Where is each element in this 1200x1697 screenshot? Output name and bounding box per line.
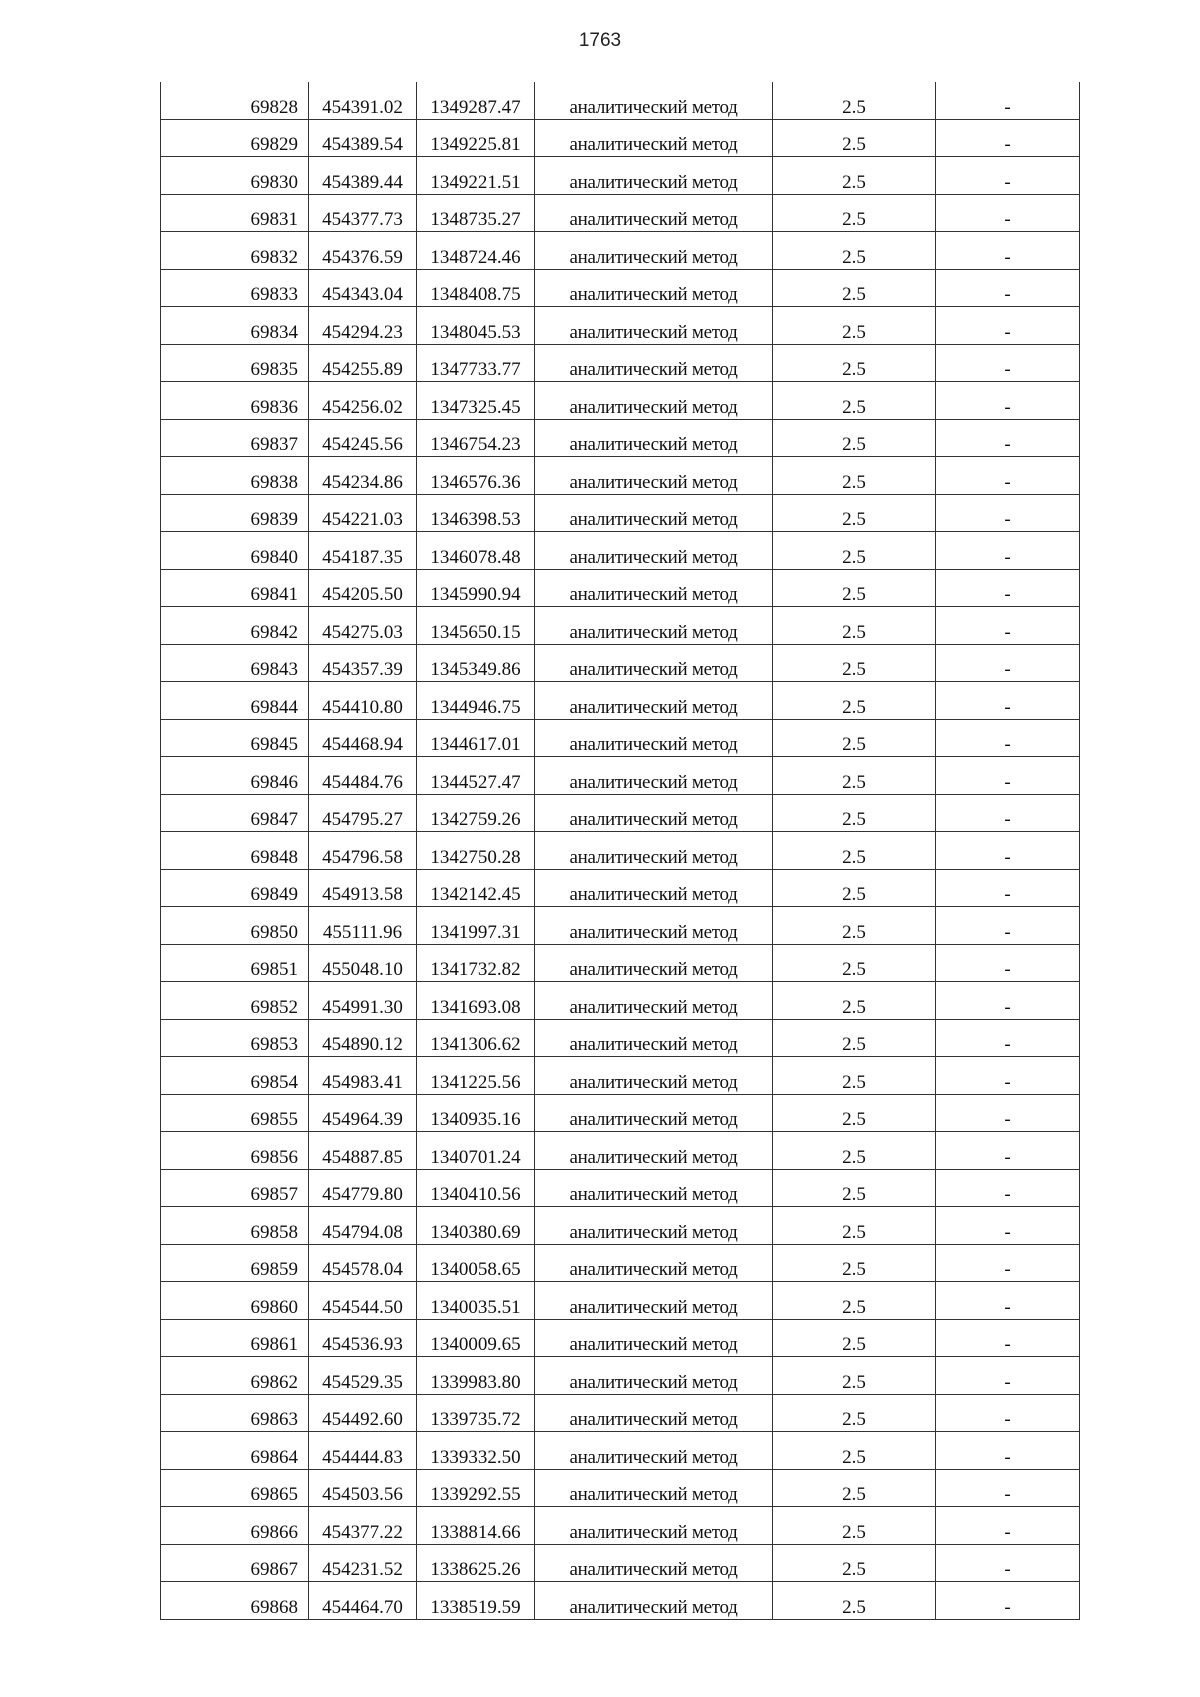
method-cell: аналитический метод <box>535 457 773 495</box>
x-coordinate-cell: 454255.89 <box>309 344 417 382</box>
point-number-cell: 69835 <box>161 344 309 382</box>
accuracy-cell: 2.5 <box>773 1169 936 1207</box>
x-coordinate-cell: 454991.30 <box>309 982 417 1020</box>
method-cell: аналитический метод <box>535 869 773 907</box>
accuracy-cell: 2.5 <box>773 1207 936 1245</box>
point-number-cell: 69854 <box>161 1057 309 1095</box>
table-row <box>161 569 1080 607</box>
point-number-cell: 69853 <box>161 1019 309 1057</box>
method-cell: аналитический метод <box>535 982 773 1020</box>
note-cell: - <box>936 1469 1080 1507</box>
accuracy-cell: 2.5 <box>773 1094 936 1132</box>
y-coordinate-cell: 1340701.24 <box>417 1132 535 1170</box>
point-number-cell: 69849 <box>161 869 309 907</box>
table-row <box>161 1019 1080 1057</box>
coordinates-table <box>160 82 1080 1620</box>
note-cell: - <box>936 1169 1080 1207</box>
method-cell: аналитический метод <box>535 719 773 757</box>
y-coordinate-cell: 1346576.36 <box>417 457 535 495</box>
point-number-cell: 69839 <box>161 494 309 532</box>
method-cell: аналитический метод <box>535 1244 773 1282</box>
table-row <box>161 1057 1080 1095</box>
accuracy-cell: 2.5 <box>773 944 936 982</box>
method-cell: аналитический метод <box>535 1582 773 1620</box>
table-row <box>161 1544 1080 1582</box>
y-coordinate-cell: 1349287.47 <box>417 82 535 119</box>
y-coordinate-cell: 1341693.08 <box>417 982 535 1020</box>
note-cell: - <box>936 1132 1080 1170</box>
x-coordinate-cell: 454796.58 <box>309 832 417 870</box>
x-coordinate-cell: 454484.76 <box>309 757 417 795</box>
note-cell: - <box>936 757 1080 795</box>
method-cell: аналитический метод <box>535 307 773 345</box>
x-coordinate-cell: 454964.39 <box>309 1094 417 1132</box>
accuracy-cell: 2.5 <box>773 1394 936 1432</box>
table-row <box>161 194 1080 232</box>
method-cell: аналитический метод <box>535 82 773 119</box>
x-coordinate-cell: 454795.27 <box>309 794 417 832</box>
point-number-cell: 69831 <box>161 194 309 232</box>
method-cell: аналитический метод <box>535 419 773 457</box>
accuracy-cell: 2.5 <box>773 419 936 457</box>
x-coordinate-cell: 454779.80 <box>309 1169 417 1207</box>
accuracy-cell: 2.5 <box>773 1544 936 1582</box>
method-cell: аналитический метод <box>535 607 773 645</box>
table-row <box>161 1582 1080 1620</box>
accuracy-cell: 2.5 <box>773 757 936 795</box>
y-coordinate-cell: 1348724.46 <box>417 232 535 270</box>
accuracy-cell: 2.5 <box>773 494 936 532</box>
method-cell: аналитический метод <box>535 1432 773 1470</box>
y-coordinate-cell: 1344617.01 <box>417 719 535 757</box>
note-cell: - <box>936 1507 1080 1545</box>
table-row <box>161 307 1080 345</box>
y-coordinate-cell: 1349225.81 <box>417 119 535 157</box>
method-cell: аналитический метод <box>535 344 773 382</box>
table-row <box>161 607 1080 645</box>
note-cell: - <box>936 1244 1080 1282</box>
method-cell: аналитический метод <box>535 119 773 157</box>
x-coordinate-cell: 454444.83 <box>309 1432 417 1470</box>
table-row <box>161 944 1080 982</box>
accuracy-cell: 2.5 <box>773 607 936 645</box>
point-number-cell: 69838 <box>161 457 309 495</box>
note-cell: - <box>936 682 1080 720</box>
note-cell: - <box>936 1357 1080 1395</box>
method-cell: аналитический метод <box>535 1169 773 1207</box>
method-cell: аналитический метод <box>535 382 773 420</box>
method-cell: аналитический метод <box>535 494 773 532</box>
accuracy-cell: 2.5 <box>773 1357 936 1395</box>
note-cell: - <box>936 607 1080 645</box>
note-cell: - <box>936 982 1080 1020</box>
note-cell: - <box>936 194 1080 232</box>
y-coordinate-cell: 1340935.16 <box>417 1094 535 1132</box>
note-cell: - <box>936 944 1080 982</box>
x-coordinate-cell: 454377.73 <box>309 194 417 232</box>
y-coordinate-cell: 1346398.53 <box>417 494 535 532</box>
accuracy-cell: 2.5 <box>773 1582 936 1620</box>
page-number: 1763 <box>578 30 622 51</box>
note-cell: - <box>936 307 1080 345</box>
accuracy-cell: 2.5 <box>773 832 936 870</box>
table-row <box>161 869 1080 907</box>
table-row <box>161 1507 1080 1545</box>
table-body <box>161 82 1080 1619</box>
accuracy-cell: 2.5 <box>773 1282 936 1320</box>
method-cell: аналитический метод <box>535 1394 773 1432</box>
point-number-cell: 69851 <box>161 944 309 982</box>
x-coordinate-cell: 454234.86 <box>309 457 417 495</box>
x-coordinate-cell: 454275.03 <box>309 607 417 645</box>
point-number-cell: 69865 <box>161 1469 309 1507</box>
accuracy-cell: 2.5 <box>773 344 936 382</box>
table-row <box>161 1469 1080 1507</box>
x-coordinate-cell: 454294.23 <box>309 307 417 345</box>
x-coordinate-cell: 454983.41 <box>309 1057 417 1095</box>
point-number-cell: 69828 <box>161 82 309 119</box>
point-number-cell: 69855 <box>161 1094 309 1132</box>
note-cell: - <box>936 1319 1080 1357</box>
note-cell: - <box>936 457 1080 495</box>
accuracy-cell: 2.5 <box>773 1057 936 1095</box>
table-row <box>161 119 1080 157</box>
x-coordinate-cell: 454187.35 <box>309 532 417 570</box>
method-cell: аналитический метод <box>535 907 773 945</box>
note-cell: - <box>936 1394 1080 1432</box>
y-coordinate-cell: 1339292.55 <box>417 1469 535 1507</box>
y-coordinate-cell: 1339735.72 <box>417 1394 535 1432</box>
y-coordinate-cell: 1342759.26 <box>417 794 535 832</box>
point-number-cell: 69857 <box>161 1169 309 1207</box>
table-row <box>161 532 1080 570</box>
y-coordinate-cell: 1340035.51 <box>417 1282 535 1320</box>
method-cell: аналитический метод <box>535 644 773 682</box>
accuracy-cell: 2.5 <box>773 1132 936 1170</box>
x-coordinate-cell: 454389.44 <box>309 157 417 195</box>
point-number-cell: 69864 <box>161 1432 309 1470</box>
table-row <box>161 682 1080 720</box>
y-coordinate-cell: 1345990.94 <box>417 569 535 607</box>
table-row <box>161 1169 1080 1207</box>
method-cell: аналитический метод <box>535 194 773 232</box>
point-number-cell: 69848 <box>161 832 309 870</box>
y-coordinate-cell: 1347733.77 <box>417 344 535 382</box>
point-number-cell: 69829 <box>161 119 309 157</box>
table-row <box>161 1244 1080 1282</box>
table-row <box>161 1282 1080 1320</box>
table-row <box>161 1319 1080 1357</box>
table-row <box>161 494 1080 532</box>
x-coordinate-cell: 454503.56 <box>309 1469 417 1507</box>
method-cell: аналитический метод <box>535 1469 773 1507</box>
note-cell: - <box>936 1057 1080 1095</box>
point-number-cell: 69846 <box>161 757 309 795</box>
table-row <box>161 1132 1080 1170</box>
table-row <box>161 457 1080 495</box>
note-cell: - <box>936 907 1080 945</box>
point-number-cell: 69834 <box>161 307 309 345</box>
y-coordinate-cell: 1338519.59 <box>417 1582 535 1620</box>
accuracy-cell: 2.5 <box>773 232 936 270</box>
x-coordinate-cell: 454391.02 <box>309 82 417 119</box>
y-coordinate-cell: 1346754.23 <box>417 419 535 457</box>
accuracy-cell: 2.5 <box>773 719 936 757</box>
point-number-cell: 69862 <box>161 1357 309 1395</box>
point-number-cell: 69859 <box>161 1244 309 1282</box>
point-number-cell: 69847 <box>161 794 309 832</box>
x-coordinate-cell: 454410.80 <box>309 682 417 720</box>
note-cell: - <box>936 82 1080 119</box>
accuracy-cell: 2.5 <box>773 1469 936 1507</box>
method-cell: аналитический метод <box>535 269 773 307</box>
x-coordinate-cell: 454464.70 <box>309 1582 417 1620</box>
method-cell: аналитический метод <box>535 794 773 832</box>
accuracy-cell: 2.5 <box>773 682 936 720</box>
y-coordinate-cell: 1345650.15 <box>417 607 535 645</box>
y-coordinate-cell: 1340380.69 <box>417 1207 535 1245</box>
point-number-cell: 69861 <box>161 1319 309 1357</box>
method-cell: аналитический метод <box>535 1094 773 1132</box>
y-coordinate-cell: 1340058.65 <box>417 1244 535 1282</box>
method-cell: аналитический метод <box>535 1507 773 1545</box>
x-coordinate-cell: 454529.35 <box>309 1357 417 1395</box>
note-cell: - <box>936 1582 1080 1620</box>
point-number-cell: 69867 <box>161 1544 309 1582</box>
method-cell: аналитический метод <box>535 1057 773 1095</box>
y-coordinate-cell: 1338814.66 <box>417 1507 535 1545</box>
method-cell: аналитический метод <box>535 1132 773 1170</box>
point-number-cell: 69856 <box>161 1132 309 1170</box>
method-cell: аналитический метод <box>535 1019 773 1057</box>
point-number-cell: 69860 <box>161 1282 309 1320</box>
table-row <box>161 419 1080 457</box>
note-cell: - <box>936 644 1080 682</box>
note-cell: - <box>936 1282 1080 1320</box>
x-coordinate-cell: 454890.12 <box>309 1019 417 1057</box>
x-coordinate-cell: 454221.03 <box>309 494 417 532</box>
y-coordinate-cell: 1344946.75 <box>417 682 535 720</box>
y-coordinate-cell: 1339332.50 <box>417 1432 535 1470</box>
note-cell: - <box>936 232 1080 270</box>
point-number-cell: 69837 <box>161 419 309 457</box>
method-cell: аналитический метод <box>535 1319 773 1357</box>
note-cell: - <box>936 494 1080 532</box>
method-cell: аналитический метод <box>535 757 773 795</box>
table-row <box>161 344 1080 382</box>
y-coordinate-cell: 1342750.28 <box>417 832 535 870</box>
note-cell: - <box>936 1207 1080 1245</box>
method-cell: аналитический метод <box>535 1207 773 1245</box>
point-number-cell: 69841 <box>161 569 309 607</box>
table-row <box>161 269 1080 307</box>
accuracy-cell: 2.5 <box>773 269 936 307</box>
accuracy-cell: 2.5 <box>773 1019 936 1057</box>
accuracy-cell: 2.5 <box>773 382 936 420</box>
table-row <box>161 1207 1080 1245</box>
point-number-cell: 69863 <box>161 1394 309 1432</box>
method-cell: аналитический метод <box>535 1357 773 1395</box>
x-coordinate-cell: 454468.94 <box>309 719 417 757</box>
note-cell: - <box>936 119 1080 157</box>
point-number-cell: 69832 <box>161 232 309 270</box>
method-cell: аналитический метод <box>535 682 773 720</box>
y-coordinate-cell: 1340410.56 <box>417 1169 535 1207</box>
table-row <box>161 719 1080 757</box>
method-cell: аналитический метод <box>535 944 773 982</box>
y-coordinate-cell: 1345349.86 <box>417 644 535 682</box>
method-cell: аналитический метод <box>535 832 773 870</box>
table-row <box>161 644 1080 682</box>
accuracy-cell: 2.5 <box>773 907 936 945</box>
accuracy-cell: 2.5 <box>773 1432 936 1470</box>
note-cell: - <box>936 419 1080 457</box>
accuracy-cell: 2.5 <box>773 1244 936 1282</box>
accuracy-cell: 2.5 <box>773 569 936 607</box>
table-row <box>161 794 1080 832</box>
table-row <box>161 1357 1080 1395</box>
x-coordinate-cell: 454376.59 <box>309 232 417 270</box>
table-row <box>161 232 1080 270</box>
note-cell: - <box>936 344 1080 382</box>
note-cell: - <box>936 532 1080 570</box>
accuracy-cell: 2.5 <box>773 82 936 119</box>
table-row <box>161 1432 1080 1470</box>
note-cell: - <box>936 719 1080 757</box>
x-coordinate-cell: 455111.96 <box>309 907 417 945</box>
y-coordinate-cell: 1342142.45 <box>417 869 535 907</box>
note-cell: - <box>936 269 1080 307</box>
table-row <box>161 907 1080 945</box>
accuracy-cell: 2.5 <box>773 457 936 495</box>
point-number-cell: 69830 <box>161 157 309 195</box>
y-coordinate-cell: 1348408.75 <box>417 269 535 307</box>
x-coordinate-cell: 454794.08 <box>309 1207 417 1245</box>
x-coordinate-cell: 454377.22 <box>309 1507 417 1545</box>
x-coordinate-cell: 454231.52 <box>309 1544 417 1582</box>
x-coordinate-cell: 454256.02 <box>309 382 417 420</box>
point-number-cell: 69840 <box>161 532 309 570</box>
y-coordinate-cell: 1341225.56 <box>417 1057 535 1095</box>
x-coordinate-cell: 454887.85 <box>309 1132 417 1170</box>
table-row <box>161 757 1080 795</box>
accuracy-cell: 2.5 <box>773 532 936 570</box>
x-coordinate-cell: 454913.58 <box>309 869 417 907</box>
point-number-cell: 69852 <box>161 982 309 1020</box>
y-coordinate-cell: 1340009.65 <box>417 1319 535 1357</box>
point-number-cell: 69842 <box>161 607 309 645</box>
point-number-cell: 69850 <box>161 907 309 945</box>
method-cell: аналитический метод <box>535 532 773 570</box>
note-cell: - <box>936 1432 1080 1470</box>
x-coordinate-cell: 454245.56 <box>309 419 417 457</box>
point-number-cell: 69836 <box>161 382 309 420</box>
point-number-cell: 69844 <box>161 682 309 720</box>
method-cell: аналитический метод <box>535 232 773 270</box>
x-coordinate-cell: 454544.50 <box>309 1282 417 1320</box>
y-coordinate-cell: 1346078.48 <box>417 532 535 570</box>
accuracy-cell: 2.5 <box>773 644 936 682</box>
table-row <box>161 832 1080 870</box>
y-coordinate-cell: 1341997.31 <box>417 907 535 945</box>
accuracy-cell: 2.5 <box>773 982 936 1020</box>
table-row <box>161 82 1080 119</box>
y-coordinate-cell: 1347325.45 <box>417 382 535 420</box>
method-cell: аналитический метод <box>535 1544 773 1582</box>
table-row <box>161 382 1080 420</box>
note-cell: - <box>936 1094 1080 1132</box>
accuracy-cell: 2.5 <box>773 1319 936 1357</box>
accuracy-cell: 2.5 <box>773 157 936 195</box>
x-coordinate-cell: 454536.93 <box>309 1319 417 1357</box>
x-coordinate-cell: 454205.50 <box>309 569 417 607</box>
table-row <box>161 982 1080 1020</box>
point-number-cell: 69843 <box>161 644 309 682</box>
y-coordinate-cell: 1341306.62 <box>417 1019 535 1057</box>
accuracy-cell: 2.5 <box>773 869 936 907</box>
point-number-cell: 69833 <box>161 269 309 307</box>
x-coordinate-cell: 455048.10 <box>309 944 417 982</box>
point-number-cell: 69866 <box>161 1507 309 1545</box>
note-cell: - <box>936 832 1080 870</box>
y-coordinate-cell: 1341732.82 <box>417 944 535 982</box>
accuracy-cell: 2.5 <box>773 1507 936 1545</box>
accuracy-cell: 2.5 <box>773 194 936 232</box>
table-row <box>161 1394 1080 1432</box>
accuracy-cell: 2.5 <box>773 794 936 832</box>
x-coordinate-cell: 454492.60 <box>309 1394 417 1432</box>
table-row <box>161 157 1080 195</box>
note-cell: - <box>936 157 1080 195</box>
y-coordinate-cell: 1344527.47 <box>417 757 535 795</box>
y-coordinate-cell: 1348735.27 <box>417 194 535 232</box>
note-cell: - <box>936 569 1080 607</box>
note-cell: - <box>936 382 1080 420</box>
x-coordinate-cell: 454343.04 <box>309 269 417 307</box>
note-cell: - <box>936 1019 1080 1057</box>
accuracy-cell: 2.5 <box>773 307 936 345</box>
point-number-cell: 69845 <box>161 719 309 757</box>
y-coordinate-cell: 1348045.53 <box>417 307 535 345</box>
y-coordinate-cell: 1339983.80 <box>417 1357 535 1395</box>
y-coordinate-cell: 1349221.51 <box>417 157 535 195</box>
x-coordinate-cell: 454357.39 <box>309 644 417 682</box>
x-coordinate-cell: 454578.04 <box>309 1244 417 1282</box>
y-coordinate-cell: 1338625.26 <box>417 1544 535 1582</box>
note-cell: - <box>936 869 1080 907</box>
note-cell: - <box>936 1544 1080 1582</box>
table-row <box>161 1094 1080 1132</box>
method-cell: аналитический метод <box>535 157 773 195</box>
accuracy-cell: 2.5 <box>773 119 936 157</box>
note-cell: - <box>936 794 1080 832</box>
x-coordinate-cell: 454389.54 <box>309 119 417 157</box>
point-number-cell: 69858 <box>161 1207 309 1245</box>
method-cell: аналитический метод <box>535 1282 773 1320</box>
point-number-cell: 69868 <box>161 1582 309 1620</box>
method-cell: аналитический метод <box>535 569 773 607</box>
